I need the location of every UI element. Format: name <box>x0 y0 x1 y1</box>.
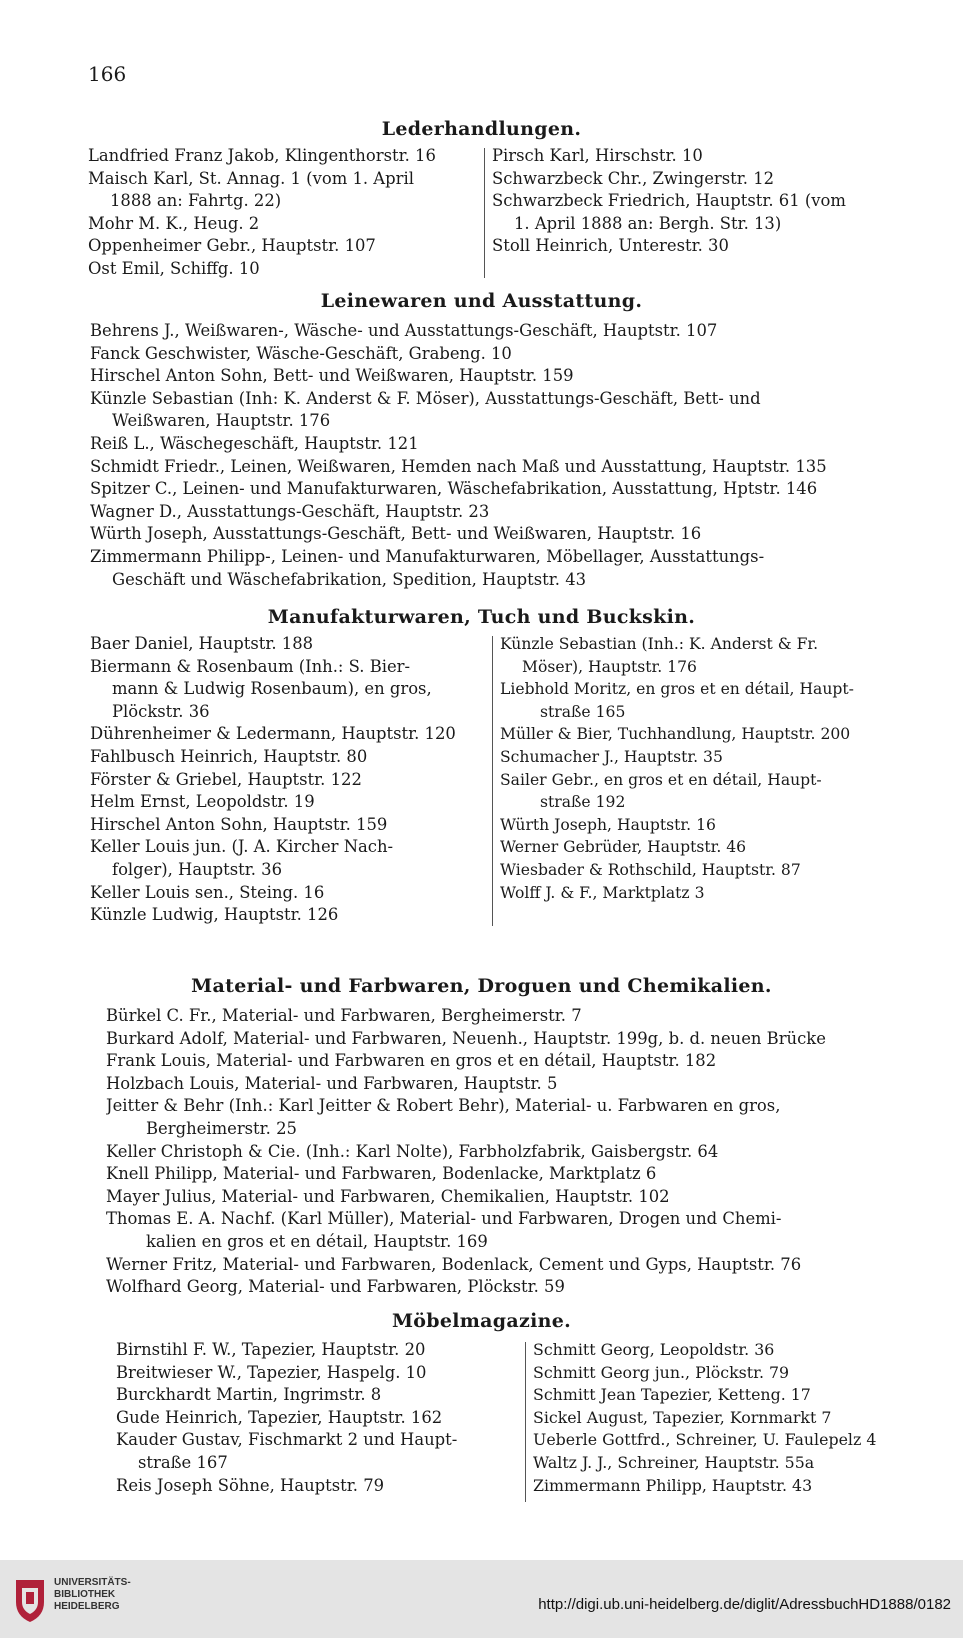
moebel-right-column <box>533 1339 876 1497</box>
list-item: Schmidt Friedr., Leinen, Weißwaren, Hemden nach Maß und Ausstattung, Hauptstr. 135 <box>90 456 827 476</box>
list-item: Schwarzbeck Chr., Zwingerstr. 12 <box>492 168 775 188</box>
list-item: Schmitt Georg, Leopoldstr. 36 <box>533 1340 775 1359</box>
list-item: Maisch Karl, St. Annag. 1 (vom 1. April <box>88 168 414 188</box>
section-title-material: Material- und Farbwaren, Droguen und Chemikalien. <box>191 975 772 997</box>
list-item: Ueberle Gottfrd., Schreiner, U. Faulepelz 4 <box>533 1430 877 1450</box>
list-item: Werner Fritz, Material- und Farbwaren, Bodenlack, Cement und Gyps, Hauptstr. 76 <box>106 1254 802 1274</box>
list-item: Burckhardt Martin, Ingrimstr. 8 <box>116 1385 382 1405</box>
list-item: Geschäft und Wäschefabrikation, Spedition, Hauptstr. 43 <box>112 569 587 589</box>
material-list <box>106 1005 926 1299</box>
list-item: Sailer Gebr., en gros et en détail, Haupt- <box>500 770 822 789</box>
list-item: Knell Philipp, Material- und Farbwaren, Bodenlacke, Marktplatz 6 <box>106 1164 657 1184</box>
source-url-link[interactable]: http://digi.ub.uni-heidelberg.de/diglit/AdressbuchHD1888/0182 <box>538 1596 951 1613</box>
list-item: Liebhold Moritz, en gros et en détail, Haupt- <box>500 680 854 699</box>
list-item: Breitwieser W., Tapezier, Haspelg. 10 <box>116 1362 427 1382</box>
list-item: Wolff J. & F., Marktplatz 3 <box>500 883 705 902</box>
list-item: Bürkel C. Fr., Material- und Farbwaren, Bergheimerstr. 7 <box>106 1006 582 1025</box>
list-item: Fanck Geschwister, Wäsche-Geschäft, Grabeng. 10 <box>90 343 512 363</box>
university-seal-icon <box>10 1574 50 1624</box>
list-item: Sickel August, Tapezier, Kornmarkt 7 <box>533 1407 832 1427</box>
list-item: Hirschel Anton Sohn, Bett- und Weißwaren, Hauptstr. 159 <box>90 366 574 386</box>
section-title-moebel: Möbelmagazine. <box>391 1310 572 1332</box>
list-item: Künzle Sebastian (Inh: K. Anderst & F. Möser), Ausstattungs-Geschäft, Bett- und <box>90 388 761 408</box>
list-item: Mohr M. K., Heug. 2 <box>88 213 260 233</box>
list-item: Müller & Bier, Tuchhandlung, Hauptstr. 200 <box>500 725 851 744</box>
list-item: Kauder Gustav, Fischmarkt 2 und Haupt- <box>116 1430 458 1450</box>
list-item: Behrens J., Weißwaren-, Wäsche- und Ausstattungs-Geschäft, Hauptstr. 107 <box>90 321 718 340</box>
list-item: Förster & Griebel, Hauptstr. 122 <box>90 769 362 789</box>
list-item: Schmitt Jean Tapezier, Ketteng. 17 <box>533 1385 811 1405</box>
list-item: Thomas E. A. Nachf. (Karl Müller), Material- und Farbwaren, Drogen und Chemi- <box>106 1209 782 1229</box>
list-item: Keller Christoph & Cie. (Inh.: Karl Nolte), Farbholzfabrik, Gaisbergstr. 64 <box>106 1141 719 1161</box>
list-item: Zimmermann Philipp-, Leinen- und Manufakturwaren, Möbellager, Ausstattungs- <box>90 546 765 566</box>
list-item: Weißwaren, Hauptstr. 176 <box>112 411 331 431</box>
list-item: Dührenheimer & Ledermann, Hauptstr. 120 <box>90 724 456 744</box>
list-item: Zimmermann Philipp, Hauptstr. 43 <box>533 1475 813 1495</box>
list-item: Werner Gebrüder, Hauptstr. 46 <box>500 838 747 857</box>
list-item: Helm Ernst, Leopoldstr. 19 <box>90 792 315 812</box>
section-title-leder: Lederhandlungen. <box>381 118 582 140</box>
list-item: Wolfhard Georg, Material- und Farbwaren, Plöckstr. 59 <box>106 1277 565 1297</box>
list-item: Pirsch Karl, Hirschstr. 10 <box>492 146 703 165</box>
list-item: straße 167 <box>138 1452 228 1472</box>
list-item: Keller Louis jun. (J. A. Kircher Nach- <box>90 837 394 857</box>
list-item: Schmitt Georg jun., Plöckstr. 79 <box>533 1362 790 1382</box>
list-item: straße 192 <box>540 793 626 812</box>
logo-line: BIBLIOTHEK <box>54 1589 116 1600</box>
column-divider <box>525 1342 526 1502</box>
leder-left-column <box>88 145 436 281</box>
manufaktur-left-column <box>90 633 456 927</box>
logo-line: HEIDELBERG <box>54 1601 120 1612</box>
logo-line: UNIVERSITÄTS- <box>54 1577 131 1588</box>
list-item: Fahlbusch Heinrich, Hauptstr. 80 <box>90 746 368 766</box>
list-item: Gude Heinrich, Tapezier, Hauptstr. 162 <box>116 1407 443 1427</box>
library-logo-text <box>54 1577 131 1613</box>
list-item: Jeitter & Behr (Inh.: Karl Jeitter & Robert Behr), Material- u. Farbwaren en gros, <box>106 1096 781 1116</box>
list-item: Mayer Julius, Material- und Farbwaren, Chemikalien, Hauptstr. 102 <box>106 1186 670 1206</box>
list-item: Reis Joseph Söhne, Hauptstr. 79 <box>116 1475 385 1495</box>
list-item: Künzle Ludwig, Hauptstr. 126 <box>90 905 339 925</box>
list-item: Stoll Heinrich, Unterestr. 30 <box>492 236 729 256</box>
list-item: kalien en gros et en détail, Hauptstr. 169 <box>146 1231 488 1251</box>
list-item: straße 165 <box>540 702 626 721</box>
list-item: Plöckstr. 36 <box>112 701 210 721</box>
list-item: Schumacher J., Hauptstr. 35 <box>500 747 723 766</box>
manufaktur-right-column <box>500 633 854 904</box>
list-item: Hirschel Anton Sohn, Hauptstr. 159 <box>90 814 388 834</box>
section-title-manufaktur: Manufakturwaren, Tuch und Buckskin. <box>267 606 696 628</box>
section-title-leinen: Leinewaren und Ausstattung. <box>320 290 643 312</box>
list-item: Spitzer C., Leinen- und Manufakturwaren, Wäschefabrikation, Ausstattung, Hptstr. 146 <box>90 479 818 499</box>
list-item: Wagner D., Ausstattungs-Geschäft, Hauptstr. 23 <box>90 501 490 521</box>
list-item: folger), Hauptstr. 36 <box>112 859 283 879</box>
column-divider <box>492 636 493 926</box>
list-item: Schwarzbeck Friedrich, Hauptstr. 61 (vom <box>492 191 846 211</box>
list-item: 1. April 1888 an: Bergh. Str. 13) <box>514 213 782 233</box>
list-item: Ost Emil, Schiffg. 10 <box>88 258 260 278</box>
list-item: Oppenheimer Gebr., Hauptstr. 107 <box>88 236 376 256</box>
list-item: Würth Joseph, Ausstattungs-Geschäft, Bett- und Weißwaren, Hauptstr. 16 <box>90 524 702 544</box>
list-item: Baer Daniel, Hauptstr. 188 <box>90 634 314 653</box>
column-divider <box>484 148 485 278</box>
list-item: Möser), Hauptstr. 176 <box>522 657 697 676</box>
list-item: mann & Ludwig Rosenbaum), en gros, <box>112 679 432 699</box>
list-item: 1888 an: Fahrtg. 22) <box>110 191 282 211</box>
list-item: Holzbach Louis, Material- und Farbwaren, Hauptstr. 5 <box>106 1073 558 1093</box>
list-item: Landfried Franz Jakob, Klingenthorstr. 16 <box>88 146 436 165</box>
list-item: Künzle Sebastian (Inh.: K. Anderst & Fr. <box>500 635 819 653</box>
list-item: Würth Joseph, Hauptstr. 16 <box>500 815 716 834</box>
list-item: Birnstihl F. W., Tapezier, Hauptstr. 20 <box>116 1340 426 1359</box>
list-item: Wiesbader & Rothschild, Hauptstr. 87 <box>500 860 801 879</box>
leder-right-column <box>492 145 846 258</box>
list-item: Keller Louis sen., Steing. 16 <box>90 882 325 902</box>
moebel-left-column <box>116 1339 457 1497</box>
list-item: Bergheimerstr. 25 <box>146 1118 297 1138</box>
page-number: 166 <box>88 62 127 86</box>
list-item: Waltz J. J., Schreiner, Hauptstr. 55a <box>533 1452 815 1472</box>
list-item: Biermann & Rosenbaum (Inh.: S. Bier- <box>90 656 411 676</box>
list-item: Frank Louis, Material- und Farbwaren en gros et en détail, Hauptstr. 182 <box>106 1051 717 1071</box>
leinen-list <box>90 320 920 591</box>
list-item: Reiß L., Wäschegeschäft, Hauptstr. 121 <box>90 433 419 453</box>
list-item: Burkard Adolf, Material- und Farbwaren, Neuenh., Hauptstr. 199g, b. d. neuen Brücke <box>106 1028 826 1048</box>
